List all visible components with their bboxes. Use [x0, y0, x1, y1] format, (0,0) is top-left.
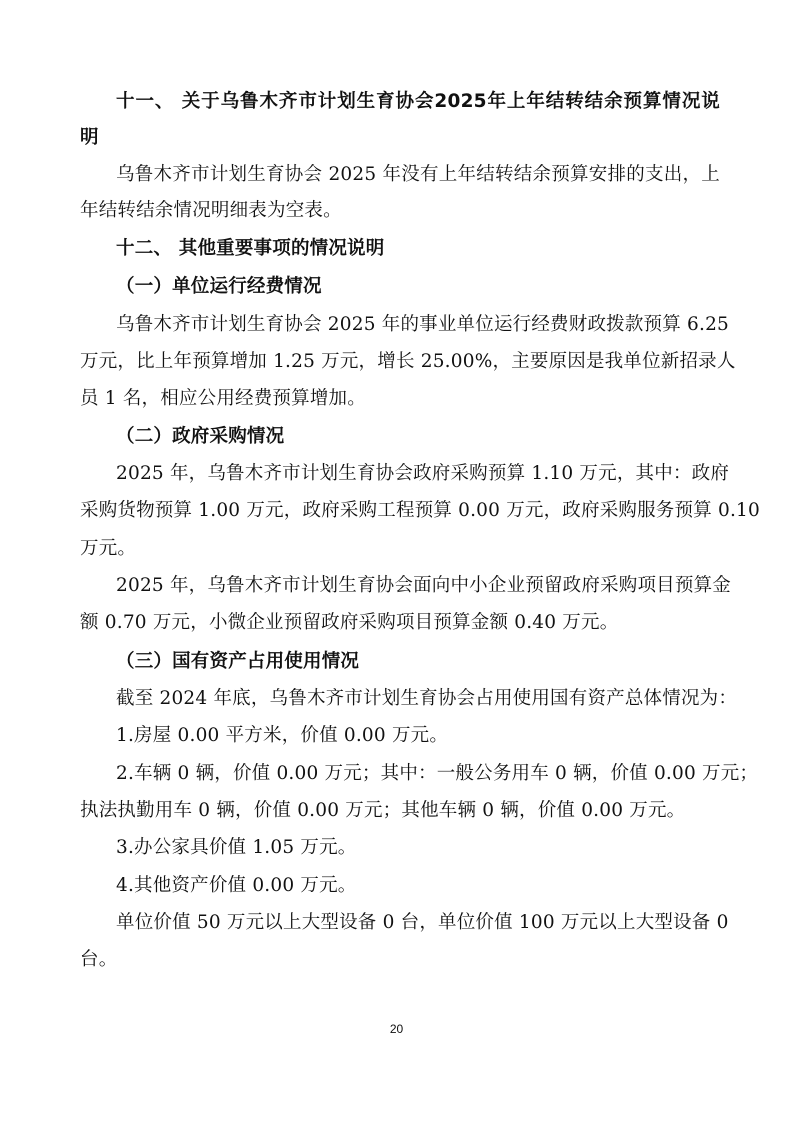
section-11-paragraph-cont: 年结转结余情况明细表为空表。 [80, 200, 342, 221]
subsection-2-heading: （二）政府采购情况 [116, 426, 285, 447]
subsection-2-paragraph-2: 2025 年，乌鲁木齐市计划生育协会面向中小企业预留政府采购项目预算金 [116, 575, 731, 596]
subsection-2-paragraph-1: 2025 年，乌鲁木齐市计划生育协会政府采购预算 1.10 万元，其中：政府 [116, 463, 730, 484]
asset-item-other: 4.其他资产价值 0.00 万元。 [116, 875, 357, 896]
subsection-1-paragraph-end: 员 1 名，相应公用经费预算增加。 [80, 388, 366, 409]
subsection-1-heading: （一）单位运行经费情况 [116, 276, 322, 297]
subsection-2-paragraph-1-end: 万元。 [80, 538, 137, 559]
section-11-heading: 十一、 关于乌鲁木齐市计划生育协会2025年上年结转结余预算情况说 [116, 91, 720, 112]
section-11-paragraph: 乌鲁木齐市计划生育协会 2025 年没有上年结转结余预算安排的支出，上 [116, 164, 720, 185]
subsection-3-heading: （三）国有资产占用使用情况 [116, 651, 360, 672]
subsection-2-paragraph-2-cont: 额 0.70 万元，小微企业预留政府采购项目预算金额 0.40 万元。 [80, 612, 619, 633]
asset-item-furniture: 3.办公家具价值 1.05 万元。 [116, 837, 357, 858]
asset-item-vehicles-cont: 执法执勤用车 0 辆，价值 0.00 万元；其他车辆 0 辆，价值 0.00 万元。 [80, 800, 686, 821]
section-12-heading: 十二、 其他重要事项的情况说明 [116, 238, 385, 259]
asset-item-housing: 1.房屋 0.00 平方米，价值 0.00 万元。 [116, 725, 449, 746]
subsection-3-equipment: 单位价值 50 万元以上大型设备 0 台，单位价值 100 万元以上大型设备 0 [116, 912, 729, 933]
subsection-1-paragraph-cont: 万元，比上年预算增加 1.25 万元，增长 25.00%，主要原因是我单位新招录人 [80, 351, 736, 372]
subsection-3-equipment-cont: 台。 [80, 949, 118, 970]
asset-item-vehicles: 2.车辆 0 辆，价值 0.00 万元；其中：一般公务用车 0 辆，价值 0.00 万元； [116, 763, 759, 784]
page-number: 20 [389, 1022, 404, 1036]
subsection-3-intro: 截至 2024 年底，乌鲁木齐市计划生育协会占用使用国有资产总体情况为： [116, 688, 738, 709]
subsection-1-paragraph: 乌鲁木齐市计划生育协会 2025 年的事业单位运行经费财政拨款预算 6.25 [116, 314, 730, 335]
subsection-2-paragraph-1-cont: 采购货物预算 1.00 万元，政府采购工程预算 0.00 万元，政府采购服务预算 0.10 [80, 500, 760, 521]
section-11-heading-cont: 明 [80, 127, 99, 148]
